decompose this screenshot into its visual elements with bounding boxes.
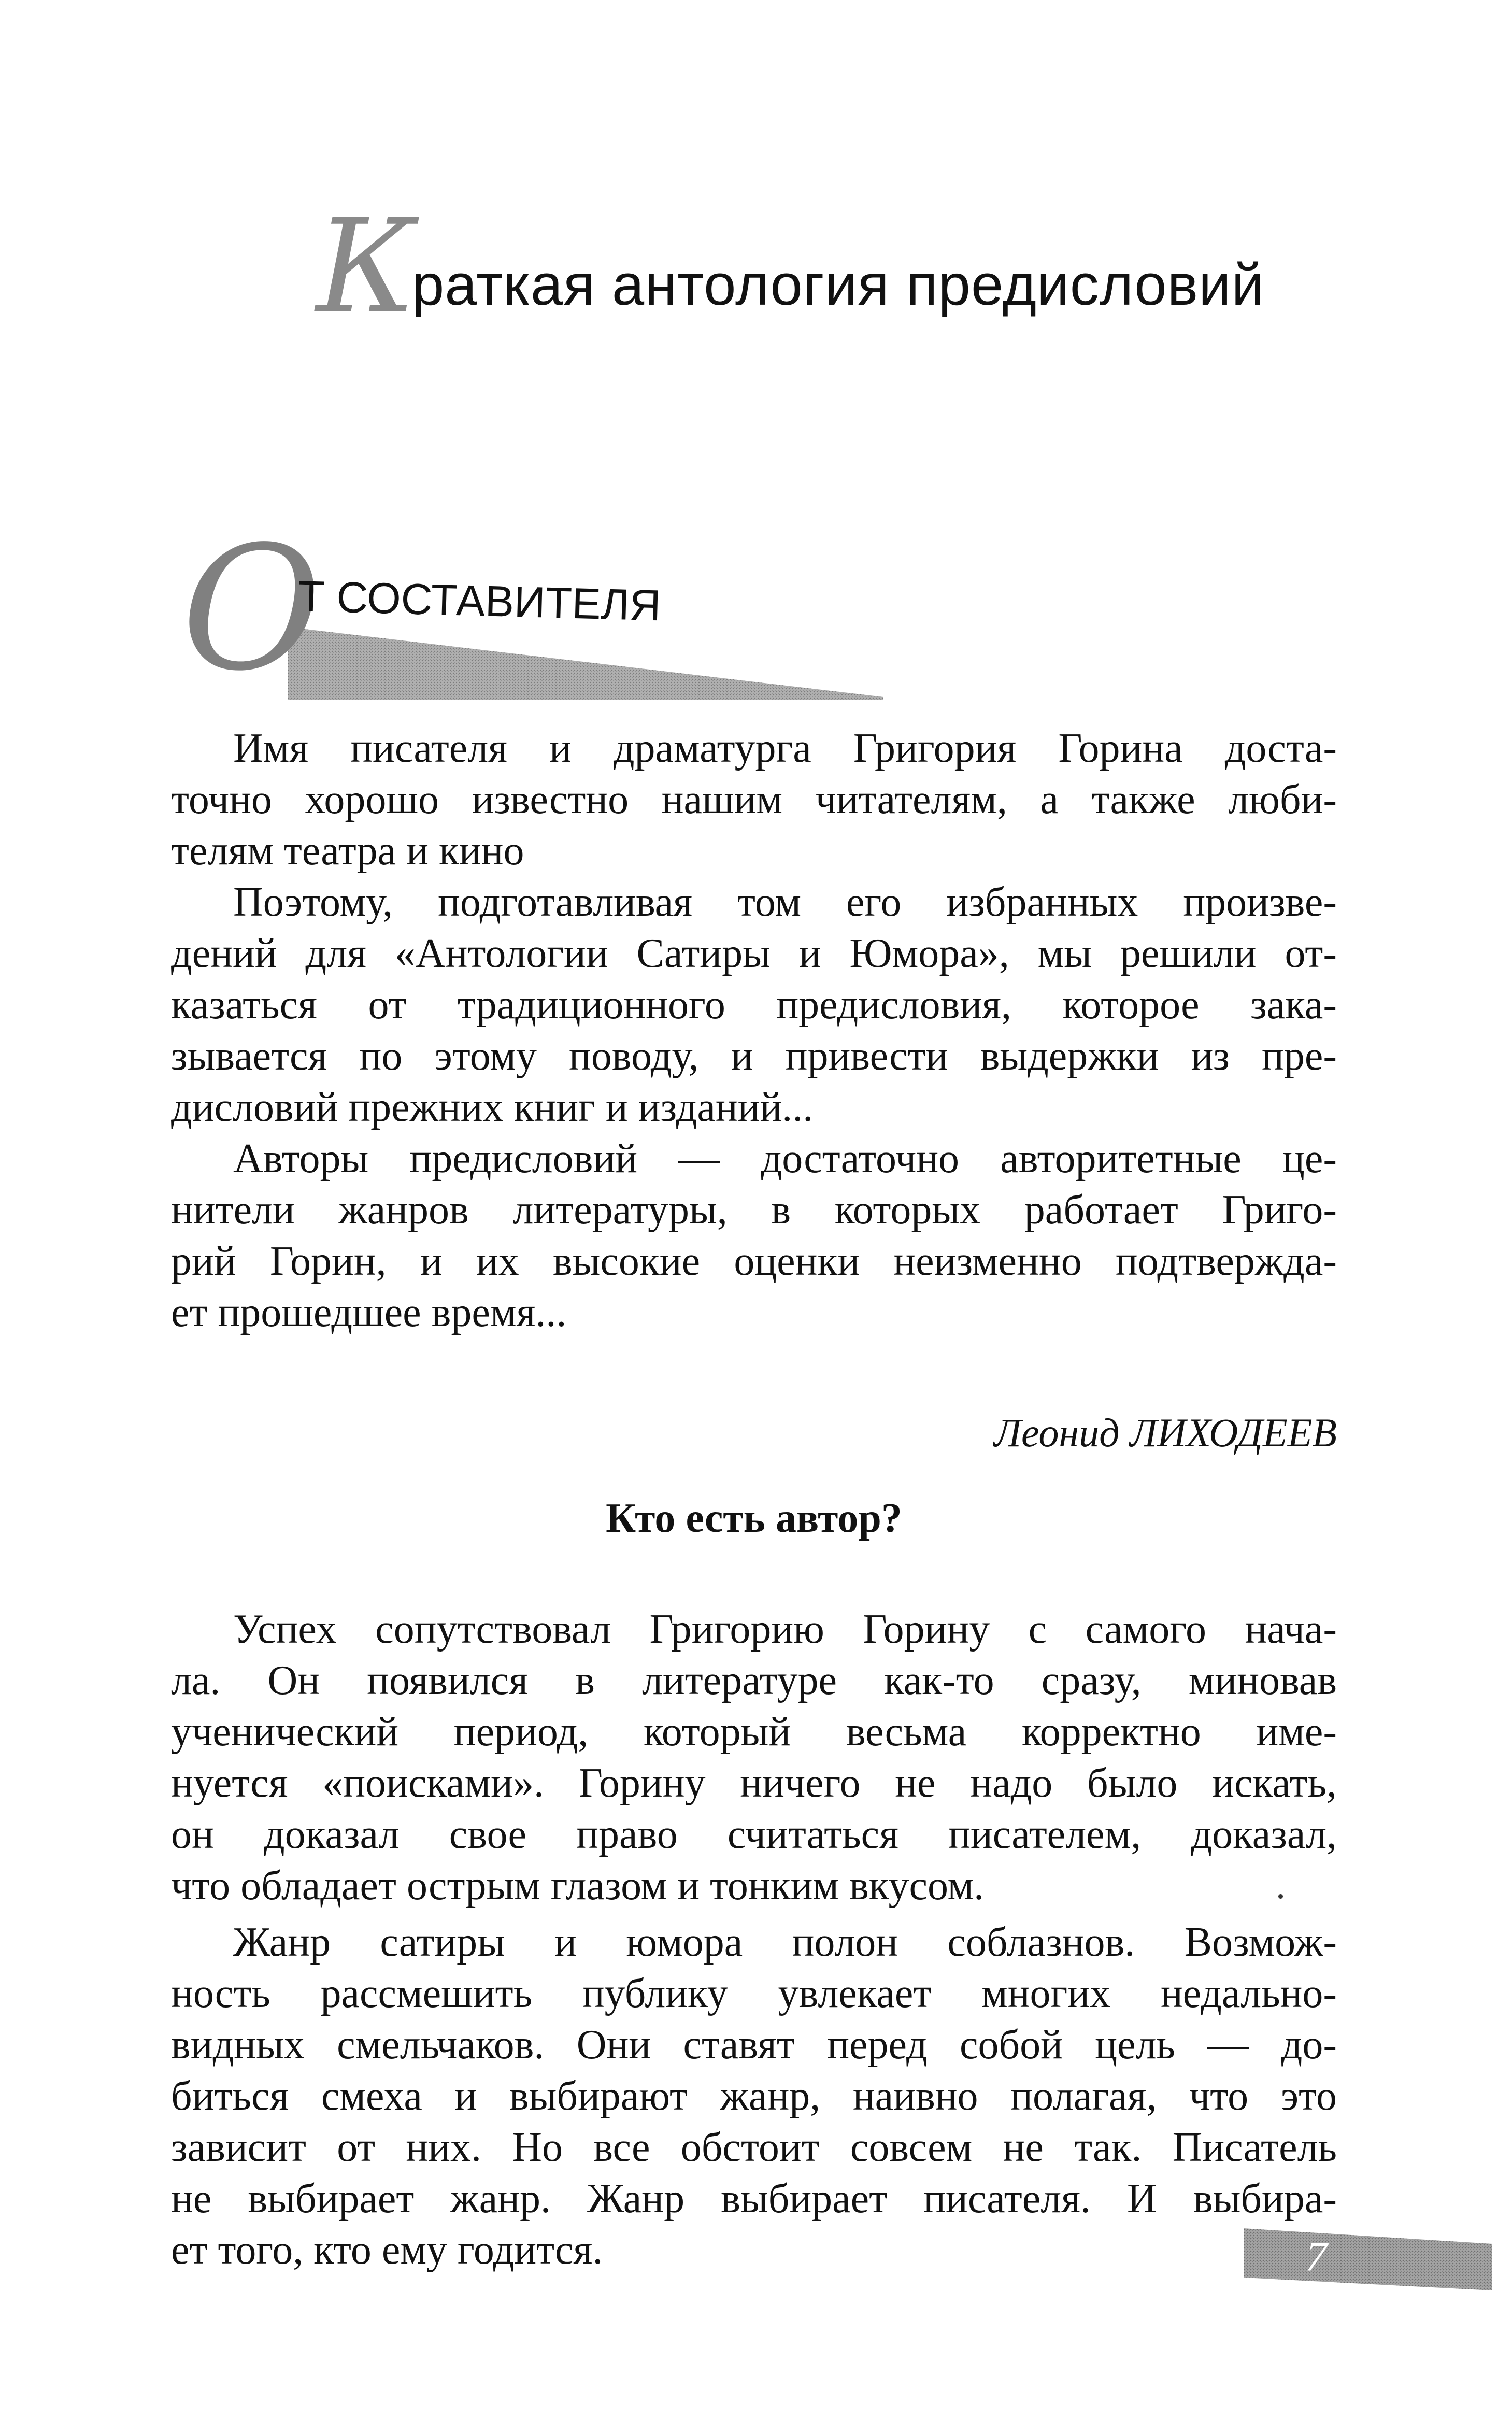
text-line: точно хорошо известно нашим читателям, а также люби- — [171, 777, 1337, 822]
text-line: он доказал свое право считаться писателем, доказал, — [171, 1812, 1337, 1857]
section-drop-initial: О — [181, 509, 322, 708]
text-line: Жанр сатиры и юмора полон соблазнов. Возмож- — [233, 1919, 1337, 1965]
text-line: ет прошедшее время... — [171, 1290, 567, 1335]
text-line: Успех сопутствовал Григорию Горину с самого нача- — [233, 1606, 1337, 1652]
text-line: телям театра и кино — [171, 828, 524, 874]
text-line: зывается по этому поводу, и привести выдержки из пре- — [171, 1033, 1337, 1079]
text-line: ет того, кто ему годится. — [171, 2227, 603, 2273]
essay-heading: Кто есть автор? — [606, 1496, 902, 1541]
paragraph — [171, 877, 1337, 1133]
text-line: зависит от них. Но все обстоит совсем не так. Писатель — [171, 2125, 1337, 2170]
print-speck — [1278, 1894, 1283, 1899]
title-text: раткая антология предисловий — [412, 252, 1265, 317]
section-header — [181, 509, 907, 710]
text-line: видных смельчаков. Они ставят перед собой цель — до- — [171, 2022, 1337, 2068]
paragraph — [171, 723, 1337, 877]
text-line: ла. Он появился в литературе как-то сразу, миновав — [171, 1658, 1337, 1703]
page-number: 7 — [1304, 2232, 1328, 2281]
section-banner-wedge — [288, 619, 883, 700]
page-title — [316, 191, 1358, 358]
section-label: Т СОСТАВИТЕЛЯ — [297, 572, 662, 630]
text-line: дений для «Антологии Сатиры и Юмора», мы решили от- — [171, 931, 1337, 976]
text-line: дисловий прежних книг и изданий... — [171, 1085, 814, 1130]
text-line: биться смеха и выбирают жанр, наивно полагая, что это — [171, 2073, 1337, 2119]
essay-text — [171, 1604, 1337, 2276]
text-line: Авторы предисловий — достаточно авторитетные це- — [233, 1136, 1337, 1182]
text-line: казаться от традиционного предисловия, которое зака- — [171, 982, 1337, 1028]
paragraph — [171, 1133, 1337, 1339]
text-line: ученический период, который весьма корректно име- — [171, 1709, 1337, 1755]
text-line: Поэтому, подготавливая том его избранных произве- — [233, 879, 1337, 925]
text-line: нители жанров литературы, в которых работает Григо- — [171, 1187, 1337, 1233]
paragraph — [171, 1604, 1337, 1912]
text-line: Имя писателя и драматурга Григория Горина доста- — [233, 725, 1337, 771]
text-line: нуется «поисками». Горину ничего не надо было искать, — [171, 1760, 1337, 1806]
intro-text — [171, 723, 1337, 1339]
text-line: что обладает острым глазом и тонким вкусом. — [171, 1863, 985, 1909]
text-line: ность рассмешить публику увлекает многих недально- — [171, 1971, 1337, 2016]
text-line: рий Горин, и их высокие оценки неизменно подтвержда- — [171, 1239, 1337, 1284]
author-name: Леонид ЛИХОДЕЕВ — [994, 1410, 1337, 1455]
paragraph — [171, 1917, 1337, 2276]
page-number-tab — [1244, 2228, 1492, 2290]
title-drop-initial: К — [316, 191, 417, 342]
text-line: не выбирает жанр. Жанр выбирает писателя. И выбира- — [171, 2176, 1337, 2222]
